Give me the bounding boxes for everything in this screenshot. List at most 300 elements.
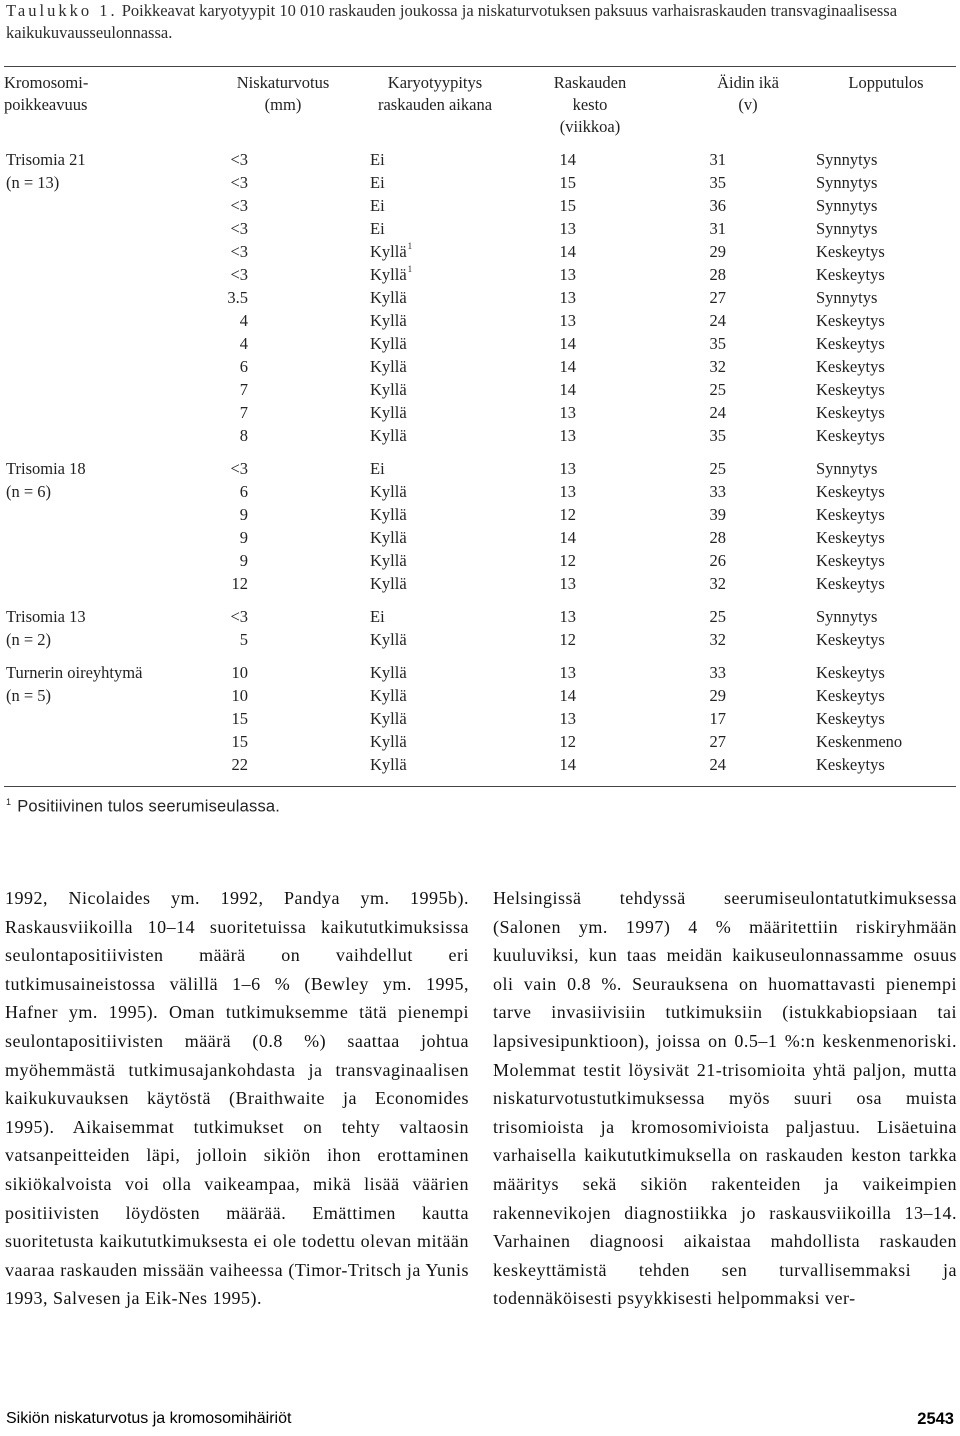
cell-outcome: Synnytys [816,288,878,307]
cell-abnormality-group [4,355,196,378]
cell-mother-age: 24 [709,311,726,330]
table-row [4,355,956,378]
cell-mother-age: 17 [709,709,726,728]
table-row [4,309,956,332]
spacer-cell [726,730,816,753]
spacer-cell [726,595,816,628]
table-caption [6,0,952,44]
cell-nuchal-translucency: <3 [230,173,248,192]
cell-outcome: Keskeytys [816,426,885,445]
table-caption-label: Taulukko 1. [6,1,118,20]
cell-mother-age: 35 [709,426,726,445]
cell-karyotyping [370,549,500,572]
table-row [4,263,956,286]
cell-outcome: Keskeytys [816,528,885,547]
body-column-right [493,884,957,1313]
cell-outcome: Synnytys [816,459,878,478]
cell-nuchal-translucency: 10 [231,663,248,682]
header-gestation-weeks: Raskauden kesto (viikkoa) [553,73,627,136]
cell-abnormality-group: Trisomia 13 [6,607,86,626]
cell-karyotyping [370,753,500,776]
cell-karyotyping [370,286,500,309]
cell-nuchal-translucency: 7 [239,403,248,422]
footnote-reference: 1 [407,241,413,251]
spacer-cell [248,401,370,424]
cell-outcome: Keskeytys [816,334,885,353]
spacer-cell [248,595,370,628]
cell-karyotyping [370,194,500,217]
cell-karyotyping [370,424,500,447]
cell-karyotyping [370,707,500,730]
spacer-cell [576,503,680,526]
cell-abnormality-group [4,286,196,309]
cell-abnormality-group [4,753,196,776]
spacer-cell [726,309,816,332]
karyotyping-value: Ei [370,150,385,169]
spacer-cell [576,572,680,595]
table-row [4,753,956,776]
cell-mother-age: 32 [709,630,726,649]
footnote-mark: 1 [6,797,12,807]
karyotyping-value: Kyllä [370,663,407,682]
spacer-cell [248,424,370,447]
cell-mother-age: 32 [709,357,726,376]
table-row [4,595,956,628]
cell-mother-age: 25 [709,607,726,626]
cell-mother-age: 24 [709,755,726,774]
spacer-cell [576,753,680,776]
cell-gestation-weeks: 13 [559,219,576,238]
cell-karyotyping [370,628,500,651]
spacer-cell [576,651,680,684]
cell-outcome: Keskeytys [816,265,885,284]
table-bottom-rule [4,786,956,787]
table-row [4,480,956,503]
cell-gestation-weeks: 12 [559,505,576,524]
cell-mother-age: 35 [709,334,726,353]
spacer-cell [248,549,370,572]
table-row [4,628,956,651]
spacer-cell [576,378,680,401]
cell-outcome: Keskeytys [816,242,885,261]
cell-outcome: Keskeytys [816,630,885,649]
cell-abnormality-group [4,332,196,355]
karyotyping-value: Kyllä [370,265,407,284]
spacer-cell [726,684,816,707]
spacer-cell [726,401,816,424]
cell-abnormality-group [4,194,196,217]
cell-outcome: Synnytys [816,219,878,238]
cell-abnormality-group [4,549,196,572]
header-chromosome-abnormality: Kromosomi- poikkeavuus [4,73,89,114]
cell-gestation-weeks: 12 [559,630,576,649]
cell-nuchal-translucency: 15 [231,732,248,751]
cell-gestation-weeks: 14 [559,380,576,399]
cell-karyotyping [370,651,500,684]
cell-abnormality-group: (n = 13) [6,173,60,192]
cell-gestation-weeks: 15 [559,196,576,215]
cell-mother-age: 29 [709,686,726,705]
karyotyping-value: Kyllä [370,505,407,524]
body-paragraph-left: 1992, Nicolaides ym. 1992, Pandya ym. 1995b). Raskausviikoilla 10–14 suoritetuissa kaikututkimuksissa seulontapositiivisten määrä on vaihdellut eri tutkimusaineistossa välillä 1–6 % (Bewley ym. 1995, Hafner ym. 1995). Oman tutkimuksemme tätä pienempi seulontapositiivisten määrä (0.8 %) saattaa johtua myöhemmästä tutkimusajankohdasta ja transvaginaalisen kaikukuvauksen käytöstä (Braithwaite ja Economides 1995). Aikaisemmat tutkimukset on tehty valtaosin vatsanpeitteiden läpi, jolloin sikiön ihon erottaminen sikiökalvoista voi olla vaikeampaa, mikä lisää väärien positiivisten löydösten määrää. Emättimen kautta suoritetusta kaikututkimuksesta ei ole todettu olevan mitään vaaraa raskauden missään vaiheessa (Timor-Tritsch ja Yunis 1993, Salvesen ja Eik-Nes 1995). [5,888,469,1309]
karyotyping-value: Ei [370,459,385,478]
spacer-cell [248,503,370,526]
spacer-cell [248,286,370,309]
body-column-left [5,884,469,1313]
spacer-cell [248,355,370,378]
spacer-cell [248,263,370,286]
spacer-cell [248,480,370,503]
body-paragraph-right: Helsingissä tehdyssä seerumiseulontatutkimuksessa (Salonen ym. 1997) 4 % määritettiin riskiryhmään kuuluviksi, kun taas meidän kaikuseulonnassamme osuus oli vain 0.8 %. Seurauksena on huomattavasti pienempi tarve invasiivisiin tutkimuksiin (istukkabiopsiaan tai lapsivesipunktioon), joissa on 0.5–1 %:n keskenmenoriski. Molemmat testit löysivät 21-trisomioita yhtä paljon, mutta niskaturvotustutkimuksessa myös suuri osa muista trisomioista ja kromosomivioista paljastuu. Lisäetuina varhaisella kaikututkimuksella on raskauden keston tarkka määritys sekä sikiön rakenteiden ja vaikeimpien rakennevikojen diagnostiikka jo raskausviikoilla 13–14. Varhainen diagnoosi aikaistaa mahdollista raskauden keskeyttämistä tehden sen turvallisemmaksi ja todennäköisesti psyykkisesti helpommaksi ver- [493,888,957,1309]
cell-nuchal-translucency: <3 [230,219,248,238]
running-head: Sikiön niskaturvotus ja kromosomihäiriöt [6,1410,292,1427]
spacer-cell [248,332,370,355]
page-number: 2543 [917,1410,954,1428]
cell-abnormality-group [4,526,196,549]
cell-nuchal-translucency: 9 [239,505,248,524]
table-row [4,526,956,549]
spacer-cell [248,753,370,776]
table-row [4,217,956,240]
spacer-cell [726,171,816,194]
spacer-cell [726,572,816,595]
cell-mother-age: 27 [709,732,726,751]
table-row [4,424,956,447]
table-row [4,378,956,401]
cell-mother-age: 33 [709,482,726,501]
table-row [4,240,956,263]
cell-abnormality-group [4,730,196,753]
cell-abnormality-group [4,378,196,401]
spacer-cell [726,217,816,240]
table-header-row [4,72,956,148]
cell-karyotyping [370,355,500,378]
karyotype-table [4,72,956,776]
spacer-cell [248,447,370,480]
spacer-cell [248,171,370,194]
cell-outcome: Keskeytys [816,551,885,570]
cell-mother-age: 27 [709,288,726,307]
karyotyping-value: Kyllä [370,574,407,593]
spacer-cell [726,332,816,355]
spacer-cell [576,730,680,753]
header-outcome: Lopputulos [848,73,924,92]
cell-gestation-weeks: 14 [559,686,576,705]
cell-outcome: Keskeytys [816,709,885,728]
cell-mother-age: 31 [709,219,726,238]
karyotyping-value: Kyllä [370,686,407,705]
spacer-cell [576,707,680,730]
cell-karyotyping [370,526,500,549]
spacer-cell [576,447,680,480]
cell-karyotyping [370,263,500,286]
spacer-cell [726,240,816,263]
spacer-cell [576,480,680,503]
cell-outcome: Keskeytys [816,482,885,501]
spacer-cell [576,148,680,171]
cell-abnormality-group: (n = 5) [6,686,52,705]
cell-nuchal-translucency: <3 [230,265,248,284]
cell-outcome: Keskenmeno [816,732,903,751]
spacer-cell [726,378,816,401]
spacer-cell [726,148,816,171]
spacer-cell [726,480,816,503]
header-karyotyping: Karyotyypitys raskauden aikana [377,73,493,114]
karyotyping-value: Ei [370,607,385,626]
cell-outcome: Keskeytys [816,311,885,330]
cell-nuchal-translucency: 7 [239,380,248,399]
cell-outcome: Synnytys [816,150,878,169]
karyotyping-value: Kyllä [370,403,407,422]
cell-karyotyping [370,480,500,503]
cell-karyotyping [370,595,500,628]
cell-mother-age: 28 [709,265,726,284]
footnote-text: Positiivinen tulos seerumiseulassa. [17,797,281,816]
cell-gestation-weeks: 14 [559,242,576,261]
cell-mother-age: 32 [709,574,726,593]
karyotyping-value: Kyllä [370,357,407,376]
spacer-cell [576,628,680,651]
spacer-cell [248,684,370,707]
spacer-cell [726,355,816,378]
cell-mother-age: 31 [709,150,726,169]
cell-gestation-weeks: 13 [559,574,576,593]
karyotyping-value: Kyllä [370,380,407,399]
spacer-cell [726,286,816,309]
cell-nuchal-translucency: 9 [239,551,248,570]
karyotyping-value: Kyllä [370,242,407,261]
spacer-cell [248,526,370,549]
spacer-cell [248,730,370,753]
table-row [4,401,956,424]
cell-outcome: Synnytys [816,173,878,192]
cell-nuchal-translucency: <3 [230,242,248,261]
spacer-cell [248,707,370,730]
cell-outcome: Keskeytys [816,574,885,593]
cell-gestation-weeks: 14 [559,755,576,774]
spacer-cell [576,309,680,332]
spacer-cell [576,217,680,240]
cell-karyotyping [370,217,500,240]
header-nuchal-translucency: Niskaturvotus (mm) [236,73,330,114]
cell-abnormality-group [4,309,196,332]
spacer-cell [248,309,370,332]
cell-nuchal-translucency: 12 [231,574,248,593]
cell-outcome: Synnytys [816,607,878,626]
spacer-cell [576,401,680,424]
cell-gestation-weeks: 14 [559,334,576,353]
cell-karyotyping [370,572,500,595]
table-row [4,503,956,526]
spacer-cell [726,628,816,651]
table-row [4,572,956,595]
cell-gestation-weeks: 12 [559,732,576,751]
cell-nuchal-translucency: 4 [239,311,248,330]
table-row [4,651,956,684]
cell-gestation-weeks: 12 [559,551,576,570]
cell-outcome: Keskeytys [816,663,885,682]
karyotyping-value: Kyllä [370,426,407,445]
cell-nuchal-translucency: <3 [230,459,248,478]
cell-abnormality-group [4,503,196,526]
cell-karyotyping [370,240,500,263]
cell-abnormality-group [4,401,196,424]
cell-nuchal-translucency: 10 [231,686,248,705]
cell-gestation-weeks: 13 [559,607,576,626]
cell-outcome: Keskeytys [816,755,885,774]
karyotyping-value: Kyllä [370,482,407,501]
karyotyping-value: Kyllä [370,334,407,353]
cell-mother-age: 39 [709,505,726,524]
spacer-cell [576,240,680,263]
spacer-cell [248,651,370,684]
table-row [4,286,956,309]
spacer-cell [576,526,680,549]
header-mother-age: Äidin ikä (v) [717,73,779,114]
spacer-cell [248,378,370,401]
cell-abnormality-group [4,572,196,595]
cell-nuchal-translucency: 6 [239,357,248,376]
cell-outcome: Synnytys [816,196,878,215]
footnote-reference: 1 [407,264,413,274]
cell-gestation-weeks: 13 [559,482,576,501]
cell-abnormality-group [4,240,196,263]
spacer-cell [726,651,816,684]
karyotyping-value: Ei [370,219,385,238]
spacer-cell [576,424,680,447]
spacer-cell [726,447,816,480]
cell-nuchal-translucency: 22 [231,755,248,774]
cell-nuchal-translucency: <3 [230,607,248,626]
cell-gestation-weeks: 13 [559,288,576,307]
spacer-cell [576,332,680,355]
spacer-cell [576,194,680,217]
table-row [4,194,956,217]
cell-gestation-weeks: 13 [559,311,576,330]
karyotyping-value: Kyllä [370,755,407,774]
cell-karyotyping [370,447,500,480]
spacer-cell [726,194,816,217]
karyotyping-value: Kyllä [370,288,407,307]
table-row [4,171,956,194]
karyotyping-value: Kyllä [370,528,407,547]
cell-karyotyping [370,684,500,707]
cell-mother-age: 24 [709,403,726,422]
cell-karyotyping [370,730,500,753]
table-row [4,148,956,171]
spacer-cell [576,286,680,309]
cell-outcome: Keskeytys [816,357,885,376]
spacer-cell [248,217,370,240]
table-row [4,549,956,572]
spacer-cell [726,424,816,447]
cell-mother-age: 26 [709,551,726,570]
spacer-cell [726,549,816,572]
cell-outcome: Keskeytys [816,380,885,399]
spacer-cell [248,572,370,595]
cell-mother-age: 29 [709,242,726,261]
cell-karyotyping [370,503,500,526]
karyotyping-value: Kyllä [370,732,407,751]
cell-gestation-weeks: 14 [559,528,576,547]
cell-karyotyping [370,148,500,171]
karyotyping-value: Ei [370,196,385,215]
cell-nuchal-translucency: 5 [239,630,248,649]
cell-karyotyping [370,378,500,401]
table-row [4,730,956,753]
cell-karyotyping [370,401,500,424]
table-caption-text: Poikkeavat karyotyypit 10 010 raskauden joukossa ja niskaturvotuksen paksuus varhaisraskauden transvaginaalisessa kaikukuvausseulonnassa. [6,1,898,42]
table-row [4,707,956,730]
cell-gestation-weeks: 13 [559,663,576,682]
karyotyping-value: Ei [370,173,385,192]
spacer-cell [576,355,680,378]
cell-outcome: Keskeytys [816,686,885,705]
cell-nuchal-translucency: <3 [230,150,248,169]
karyotyping-value: Kyllä [370,709,407,728]
karyotyping-value: Kyllä [370,551,407,570]
cell-gestation-weeks: 13 [559,403,576,422]
cell-gestation-weeks: 13 [559,426,576,445]
cell-mother-age: 36 [709,196,726,215]
spacer-cell [576,595,680,628]
cell-gestation-weeks: 13 [559,709,576,728]
spacer-cell [726,263,816,286]
karyotyping-value: Kyllä [370,311,407,330]
cell-gestation-weeks: 13 [559,265,576,284]
karyotyping-value: Kyllä [370,630,407,649]
spacer-cell [726,526,816,549]
spacer-cell [576,171,680,194]
spacer-cell [576,549,680,572]
cell-gestation-weeks: 14 [559,150,576,169]
cell-abnormality-group: Trisomia 21 [6,150,86,169]
cell-karyotyping [370,332,500,355]
cell-nuchal-translucency: 4 [239,334,248,353]
spacer-cell [576,263,680,286]
spacer-cell [248,628,370,651]
cell-mother-age: 28 [709,528,726,547]
cell-abnormality-group [4,217,196,240]
spacer-cell [726,707,816,730]
cell-abnormality-group [4,707,196,730]
cell-abnormality-group: (n = 6) [6,482,52,501]
cell-nuchal-translucency: 3.5 [227,288,248,307]
cell-nuchal-translucency: 8 [239,426,248,445]
table-row [4,447,956,480]
spacer-cell [726,753,816,776]
spacer-cell [248,194,370,217]
spacer-cell [726,503,816,526]
table-footnote [6,797,280,817]
cell-nuchal-translucency: 6 [239,482,248,501]
cell-karyotyping [370,171,500,194]
cell-abnormality-group: Trisomia 18 [6,459,86,478]
table-row [4,332,956,355]
cell-mother-age: 25 [709,459,726,478]
table-row [4,684,956,707]
cell-gestation-weeks: 15 [559,173,576,192]
cell-mother-age: 25 [709,380,726,399]
cell-gestation-weeks: 13 [559,459,576,478]
cell-mother-age: 33 [709,663,726,682]
spacer-cell [248,148,370,171]
cell-nuchal-translucency: 15 [231,709,248,728]
cell-outcome: Keskeytys [816,403,885,422]
cell-abnormality-group: (n = 2) [6,630,52,649]
spacer-cell [248,240,370,263]
table-body [4,148,956,776]
